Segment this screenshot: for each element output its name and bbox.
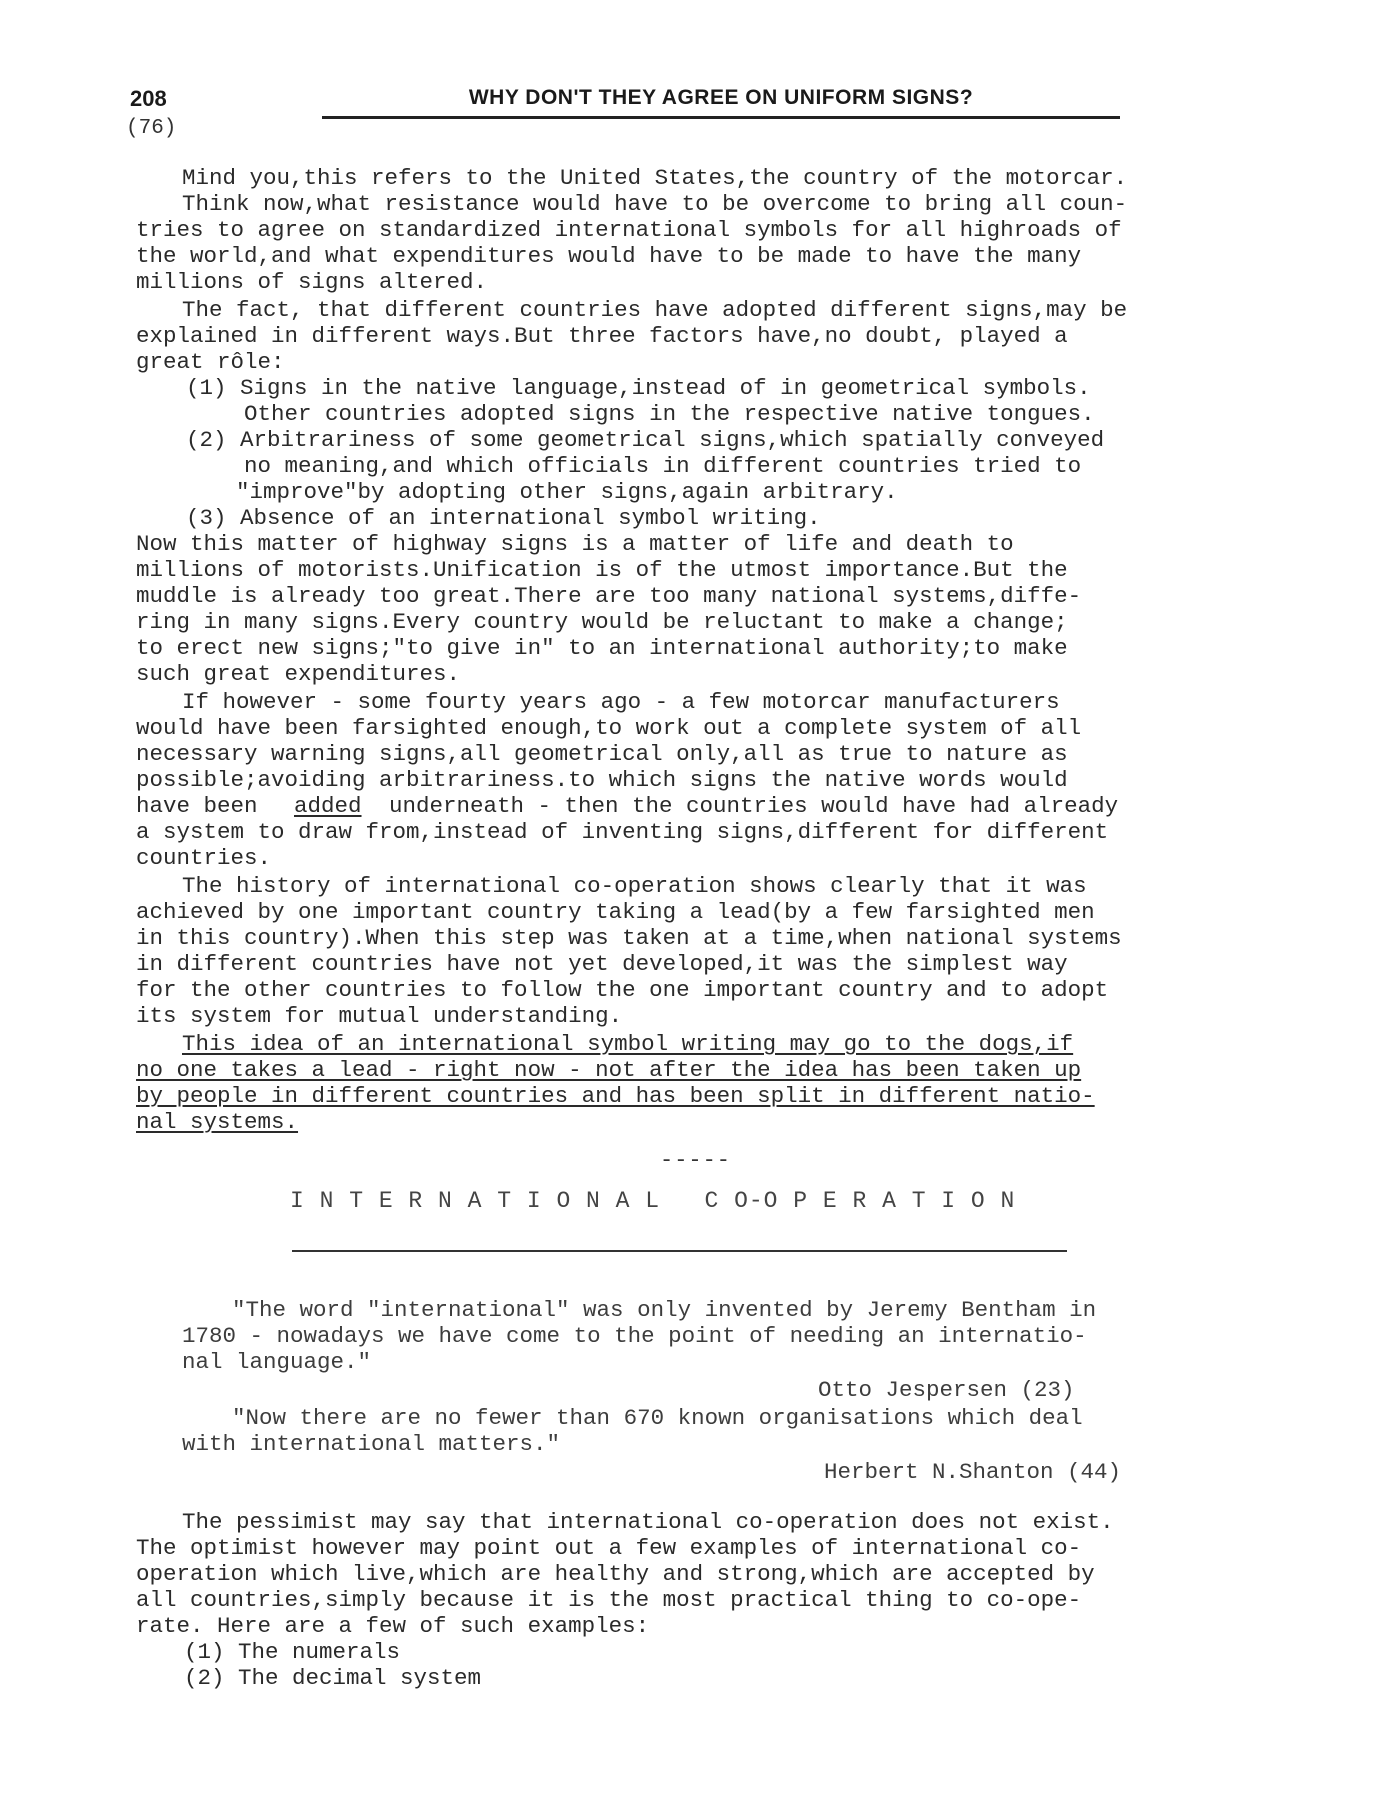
body-line: millions of signs altered.	[136, 269, 488, 295]
body-line: necessary warning signs,all geometrical only,all as true to nature as	[136, 741, 1068, 767]
body-line: countries.	[136, 845, 272, 871]
quote-line: with international matters."	[182, 1431, 561, 1457]
list-item: (2) The decimal system	[184, 1665, 482, 1691]
body-line: The history of international co-operation shows clearly that it was	[182, 873, 1087, 899]
section-rule	[292, 1250, 1067, 1252]
body-line: to erect new signs;"to give in" to an international authority;to make	[136, 635, 1068, 661]
body-line: rate. Here are a few of such examples:	[136, 1613, 650, 1639]
body-line: its system for mutual understanding.	[136, 1003, 623, 1029]
header-rule	[322, 116, 1120, 119]
body-line: the world,and what expenditures would have to be made to have the many	[136, 243, 1082, 269]
quote-attribution: Herbert N.Shanton (44)	[824, 1459, 1122, 1485]
quote-attribution: Otto Jespersen (23)	[818, 1377, 1075, 1403]
quote-line: "The word "international" was only invented by Jeremy Bentham in	[232, 1297, 1097, 1323]
underlined-line: by people in different countries and has been split in different natio-	[136, 1083, 1095, 1109]
quote-line: "Now there are no fewer than 670 known organisations which deal	[232, 1405, 1083, 1431]
body-line: a system to draw from,instead of inventing signs,different for different	[136, 819, 1109, 845]
body-line-lead: have been	[136, 793, 258, 819]
underlined-word: added	[294, 793, 362, 819]
body-line: Now this matter of highway signs is a matter of life and death to	[136, 531, 1014, 557]
body-line: The fact, that different countries have adopted different signs,may be	[182, 297, 1128, 323]
body-line: If however - some fourty years ago - a few motorcar manufacturers	[182, 689, 1060, 715]
original-page-number: (76)	[126, 117, 177, 140]
separator-dashes: -----	[660, 1148, 732, 1173]
underlined-line: This idea of an international symbol writing may go to the dogs,if	[182, 1031, 1074, 1057]
body-line: Think now,what resistance would have to be overcome to bring all coun-	[182, 191, 1128, 217]
underlined-line: no one takes a lead - right now - not after the idea has been taken up	[136, 1057, 1082, 1083]
body-line: in this country).When this step was taken at a time,when national systems	[136, 925, 1122, 951]
body-line: ring in many signs.Every country would be reluctant to make a change;	[136, 609, 1068, 635]
page-number: 208	[130, 86, 167, 111]
body-line: all countries,simply because it is the most practical thing to co-ope-	[136, 1587, 1082, 1613]
list-item: (1) Signs in the native language,instead of in geometrical symbols.	[186, 375, 1091, 401]
body-line: such great expenditures.	[136, 661, 461, 687]
body-line: operation which live,which are healthy and strong,which are accepted by	[136, 1561, 1095, 1587]
body-line: Mind you,this refers to the United States,the country of the motorcar.	[182, 165, 1128, 191]
underlined-line: nal systems.	[136, 1109, 299, 1135]
body-line: The pessimist may say that international co-operation does not exist.	[182, 1509, 1114, 1535]
running-title: WHY DON'T THEY AGREE ON UNIFORM SIGNS?	[468, 86, 974, 109]
body-line: tries to agree on standardized international symbols for all highroads of	[136, 217, 1122, 243]
body-line: possible;avoiding arbitrariness.to which signs the native words would	[136, 767, 1068, 793]
list-item-continuation: Other countries adopted signs in the respective native tongues.	[244, 401, 1095, 427]
quote-line: nal language."	[182, 1349, 372, 1375]
body-line: would have been farsighted enough,to work out a complete system of all	[136, 715, 1082, 741]
list-item-continuation: "improve"by adopting other signs,again arbitrary.	[236, 479, 898, 505]
body-line: The optimist however may point out a few examples of international co-	[136, 1535, 1082, 1561]
body-line: for the other countries to follow the one important country and to adopt	[136, 977, 1109, 1003]
body-line: explained in different ways.But three factors have,no doubt, played a	[136, 323, 1068, 349]
body-line-tail: underneath - then the countries would have had already	[389, 793, 1119, 819]
body-line: achieved by one important country taking a lead(by a few farsighted men	[136, 899, 1095, 925]
list-item: (2) Arbitrariness of some geometrical signs,which spatially conveyed	[186, 427, 1105, 453]
body-line: muddle is already too great.There are too many national systems,diffe-	[136, 583, 1082, 609]
list-item: (3) Absence of an international symbol writing.	[186, 505, 821, 531]
running-header	[130, 86, 1120, 126]
list-item: (1) The numerals	[184, 1639, 401, 1665]
section-title: I N T E R N A T I O N A L C O-O P E R A T I O N	[290, 1188, 1016, 1214]
list-item-continuation: no meaning,and which officials in different countries tried to	[244, 453, 1082, 479]
quote-line: 1780 - nowadays we have come to the point of needing an internatio-	[182, 1323, 1087, 1349]
body-line: in different countries have not yet developed,it was the simplest way	[136, 951, 1068, 977]
body-line: millions of motorists.Unification is of the utmost importance.But the	[136, 557, 1068, 583]
body-line: great rôle:	[136, 349, 285, 375]
